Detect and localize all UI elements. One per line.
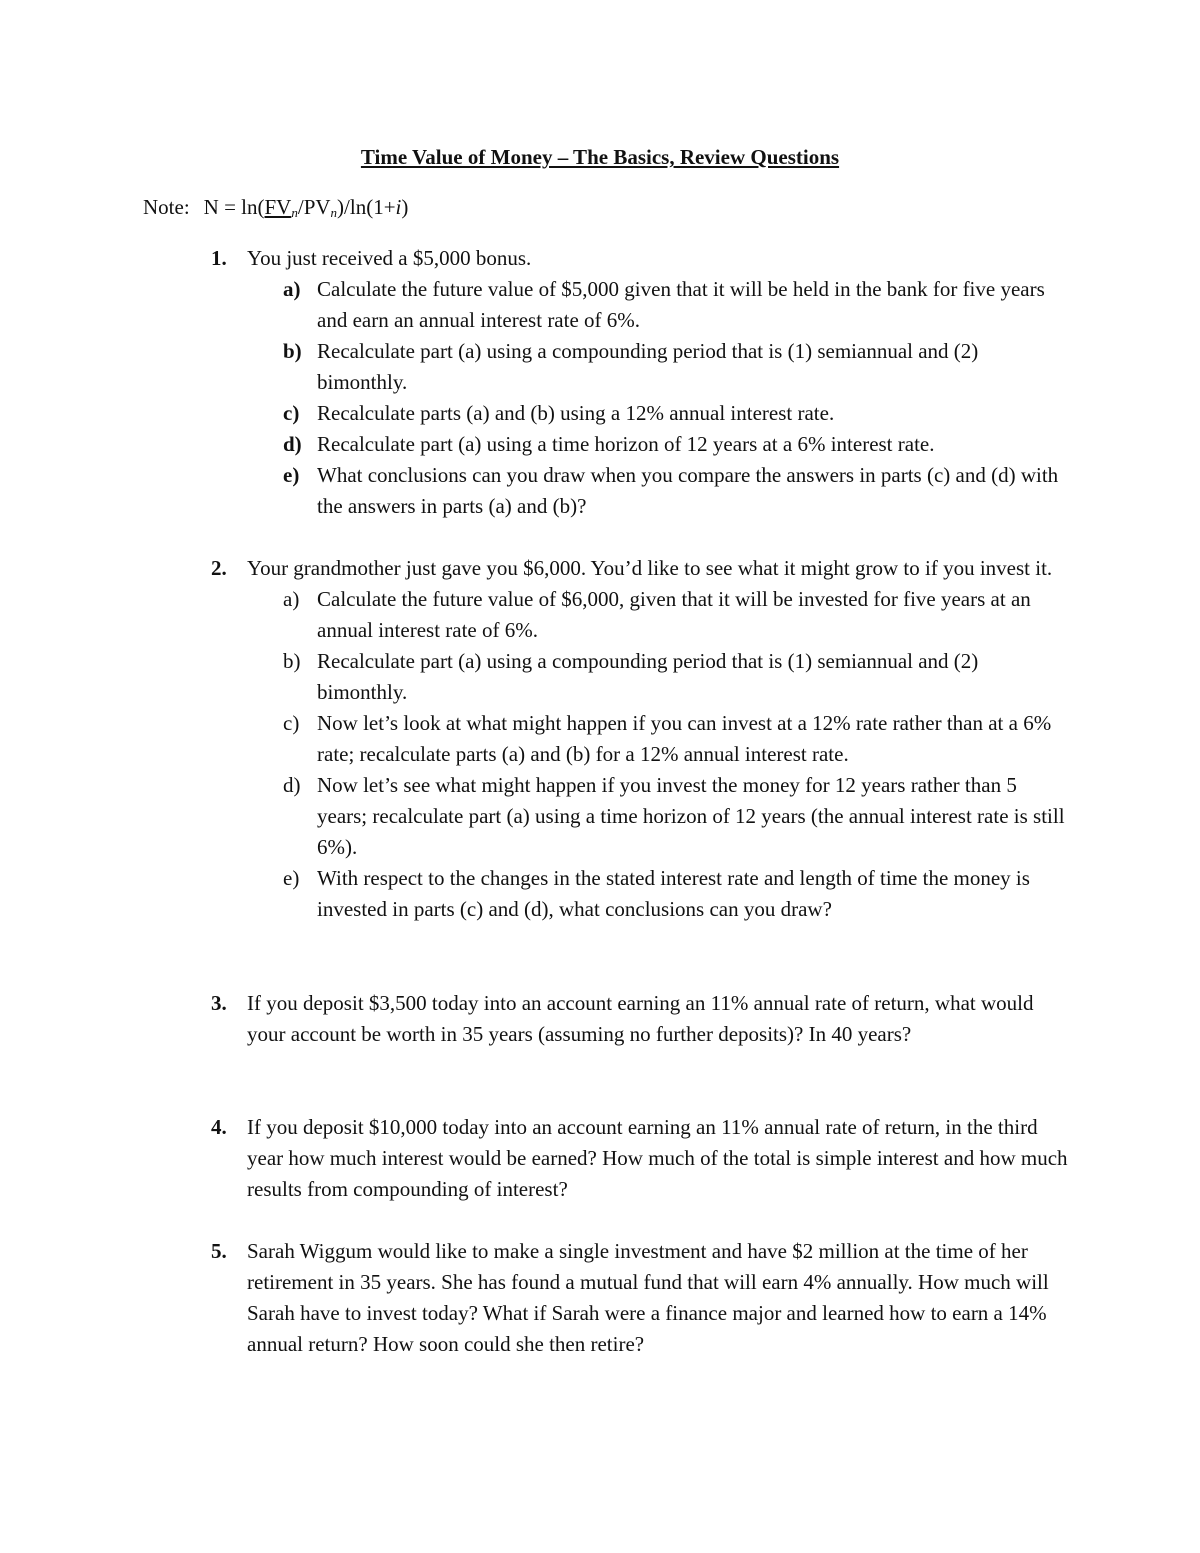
question-number: 1. bbox=[211, 246, 227, 270]
part-letter: a) bbox=[283, 587, 300, 611]
question-part bbox=[211, 584, 1071, 646]
question-5 bbox=[211, 1236, 1071, 1360]
part-text: With respect to the changes in the stated interest rate and length of time the money is invested in parts (c) and (d), what conclusions can you draw? bbox=[317, 866, 1030, 921]
formula-slash: /PV bbox=[297, 195, 331, 219]
question-text: If you deposit $10,000 today into an account earning an 11% annual rate of return, in the third year how much interest would be earned? How much of the total is simple interest and how much results from compounding of interest? bbox=[247, 1115, 1068, 1201]
formula-pv-subscript: n bbox=[330, 205, 338, 220]
part-text: Recalculate part (a) using a time horizon of 12 years at a 6% interest rate. bbox=[317, 432, 935, 456]
part-text: Now let’s see what might happen if you invest the money for 12 years rather than 5 years; recalculate part (a) using a time horizon of 12 years (the annual interest rate is still 6%). bbox=[317, 773, 1065, 859]
formula-fv: FV bbox=[264, 195, 292, 219]
part-letter: d) bbox=[283, 432, 302, 456]
question-part bbox=[211, 708, 1071, 770]
formula-mid: )/ln(1+ bbox=[337, 195, 396, 219]
question-part bbox=[211, 398, 1071, 429]
question-part bbox=[211, 863, 1071, 925]
question-number: 4. bbox=[211, 1115, 227, 1139]
question-part bbox=[211, 770, 1071, 863]
part-text: Recalculate part (a) using a compounding period that is (1) semiannual and (2) bimonthly. bbox=[317, 339, 979, 394]
part-text: Calculate the future value of $6,000, given that it will be invested for five years at an annual interest rate of 6%. bbox=[317, 587, 1031, 642]
document-title: Time Value of Money – The Basics, Review Questions bbox=[360, 145, 840, 169]
question-part bbox=[211, 429, 1071, 460]
question-part bbox=[211, 460, 1071, 522]
formula-end: ) bbox=[401, 195, 409, 219]
part-letter: b) bbox=[283, 339, 302, 363]
question-2 bbox=[211, 553, 1071, 925]
question-text: Your grandmother just gave you $6,000. You’d like to see what it might grow to if you invest it. bbox=[247, 556, 1053, 580]
part-letter: c) bbox=[283, 711, 300, 735]
formula-note bbox=[143, 193, 408, 227]
formula-fv-subscript: n bbox=[291, 205, 298, 220]
formula-prefix: N = ln( bbox=[203, 195, 265, 219]
formula-rate-symbol: i bbox=[395, 195, 402, 219]
question-parts bbox=[211, 584, 1071, 925]
part-letter: c) bbox=[283, 401, 300, 425]
question-part bbox=[211, 274, 1071, 336]
part-letter: e) bbox=[283, 463, 300, 487]
question-number: 5. bbox=[211, 1239, 227, 1263]
question-text: If you deposit $3,500 today into an account earning an 11% annual rate of return, what would your account be worth in 35 years (assuming no further deposits)? In 40 years? bbox=[247, 991, 1034, 1046]
question-part bbox=[211, 336, 1071, 398]
part-letter: b) bbox=[283, 649, 301, 673]
question-3 bbox=[211, 988, 1071, 1050]
part-letter: d) bbox=[283, 773, 301, 797]
part-letter: e) bbox=[283, 866, 300, 890]
part-letter: a) bbox=[283, 277, 301, 301]
part-text: Now let’s look at what might happen if you can invest at a 12% rate rather than at a 6% rate; recalculate parts (a) and (b) for a 12% annual interest rate. bbox=[317, 711, 1052, 766]
question-text: Sarah Wiggum would like to make a single investment and have $2 million at the time of her retirement in 35 years. She has found a mutual fund that will earn 4% annually. How much will Sarah have to invest today? What if Sarah were a finance major and learned how to earn a 14% annual return? How soon could she then retire? bbox=[247, 1239, 1049, 1356]
question-parts bbox=[211, 274, 1071, 522]
question-text: You just received a $5,000 bonus. bbox=[247, 246, 532, 270]
part-text: Recalculate part (a) using a compounding period that is (1) semiannual and (2) bimonthly. bbox=[317, 649, 979, 704]
part-text: Recalculate parts (a) and (b) using a 12% annual interest rate. bbox=[317, 401, 835, 425]
question-1 bbox=[211, 243, 1071, 522]
question-part bbox=[211, 646, 1071, 708]
question-4 bbox=[211, 1112, 1071, 1205]
part-text: Calculate the future value of $5,000 given that it will be held in the bank for five years and earn an annual interest rate of 6%. bbox=[317, 277, 1045, 332]
question-number: 3. bbox=[211, 991, 227, 1015]
part-text: What conclusions can you draw when you compare the answers in parts (c) and (d) with the answers in parts (a) and (b)? bbox=[317, 463, 1059, 518]
question-number: 2. bbox=[211, 556, 227, 580]
note-label: Note: bbox=[143, 195, 190, 219]
